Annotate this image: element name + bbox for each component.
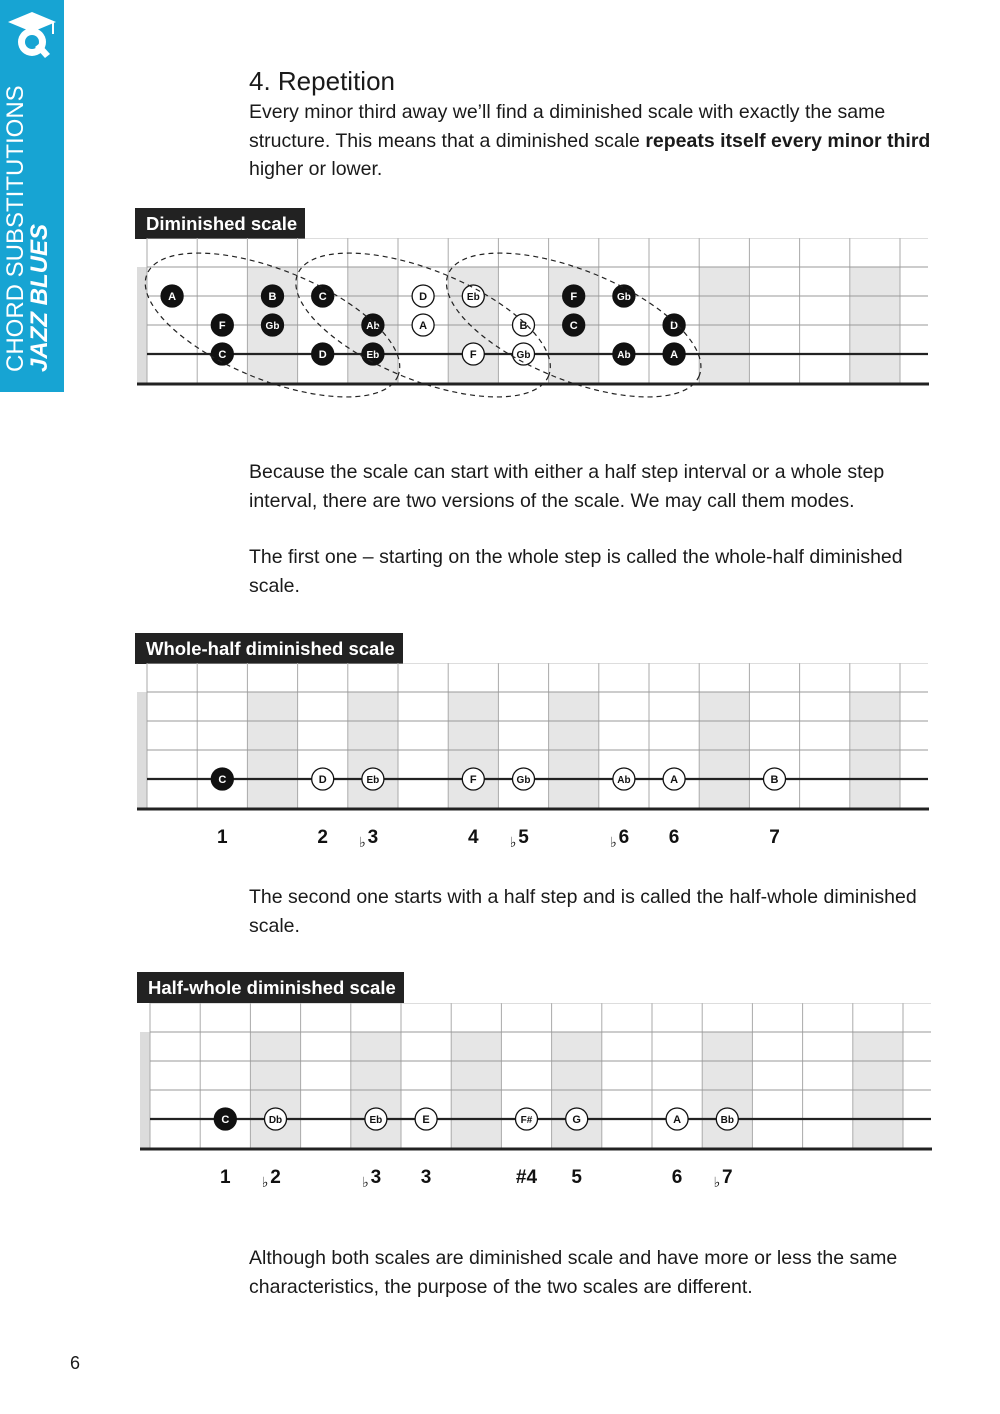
note-label: C [569,320,578,332]
note-dot [613,285,635,307]
note-dot [312,768,334,790]
scale-degree [510,827,529,851]
note-label: C [221,1114,230,1126]
note-label: E [422,1114,430,1126]
note-dot [412,314,434,336]
note-label: Ab [617,350,631,361]
scale-degree [468,827,479,848]
note-label: D [318,349,327,361]
intro-paragraph [249,98,939,184]
flat-sign: ♭ [359,835,366,851]
intro-text-end: higher or lower. [249,158,383,180]
scale-degree [262,1167,281,1191]
note-label: Eb [466,292,480,303]
diminished-scale-label: Diminished scale [135,208,305,239]
scale-degree [571,1167,582,1188]
scale-degree-label: #4 [515,1167,538,1188]
intro-text-start: Every minor third away we’ll find a diminished scale with exactly the same structure. This means that a diminished scale [249,101,886,152]
note-label: D [419,291,428,303]
note-dot [663,314,685,336]
note-label: Bb [720,1115,734,1126]
scale-degree-label: 1 [220,1167,231,1188]
closing-paragraph: Although both scales are diminished scale and have more or less the same characteristics, the purpose of the two scales are different. [249,1247,898,1298]
scale-degree [769,827,780,848]
note-label: A [673,1114,682,1126]
note-dot [262,285,284,307]
graduation-cap-q-logo-icon [6,10,58,60]
half-whole-paragraph: The second one starts with a half step and is called the half-whole diminished scale. [249,886,917,937]
scale-degree [317,827,328,848]
page-number: 6 [70,1353,81,1373]
whole-half-fretboard [0,663,945,853]
note-label: A [168,291,177,303]
scale-degree-label: 1 [217,827,228,848]
flat-sign: ♭ [509,835,517,851]
note-label: A [670,774,679,786]
scale-degree [359,827,378,851]
note-label: F [469,774,477,786]
whole-half-paragraph: The first one – starting on the whole step is called the whole-half diminished scale. [249,546,903,597]
note-dot [513,768,535,790]
note-label: Eb [366,775,380,786]
note-dot [666,1108,688,1130]
half-whole-scale-label: Half-whole diminished scale [137,972,404,1003]
scale-degree-label: 4 [468,827,479,848]
scale-degree-label: 6 [671,1167,683,1188]
note-dot [214,1108,236,1130]
note-dot [516,1108,538,1130]
note-label: Gb [616,292,631,303]
flat-sign: ♭ [610,835,617,851]
scale-degree-label: 3 [367,827,379,848]
note-label: B [268,291,277,303]
note-dot [362,314,384,336]
note-dot [663,768,685,790]
note-label: B [770,774,779,786]
note-dot [365,1108,387,1130]
scale-degree-label: 2 [270,1167,281,1188]
note-label: G [572,1114,581,1126]
note-dot [312,343,334,365]
scale-degree-label: 6 [668,827,680,848]
diminished-scale-fretboard [0,238,945,408]
flat-sign: ♭ [713,1175,721,1191]
scale-degree [516,1167,538,1188]
note-label: A [419,320,428,332]
note-label: C [318,291,327,303]
note-label: Eb [369,1115,383,1126]
scale-degree-label: 3 [420,1167,432,1188]
note-dot [764,768,786,790]
note-label: F [469,349,477,361]
note-label: Gb [516,775,531,786]
note-dot [362,768,384,790]
scale-degree-label: 7 [769,827,780,848]
note-dot [161,285,183,307]
note-label: Ab [366,321,380,332]
note-dot [211,314,233,336]
note-dot [563,314,585,336]
sidebar-title-line1: CHORD SUBSTITUTIONS [2,85,29,372]
note-dot [462,285,484,307]
scale-degree [672,1167,683,1188]
scale-degree [714,1167,733,1191]
note-label: F [570,291,578,303]
note-label: Eb [366,350,380,361]
note-dot [613,343,635,365]
note-dot [663,343,685,365]
note-dot [262,314,284,336]
note-label: Gb [516,350,531,361]
scale-degree-label: 7 [722,1167,733,1188]
flat-sign: ♭ [362,1175,369,1191]
half-whole-fretboard [0,1003,945,1198]
note-dot [566,1108,588,1130]
scale-degree [220,1167,231,1188]
note-label: D [670,320,679,332]
note-dot [211,768,233,790]
whole-half-scale-label: Whole-half diminished scale [135,633,403,664]
scale-degree [669,827,680,848]
note-dot [513,314,535,336]
note-label: C [218,349,227,361]
modes-paragraph: Because the scale can start with either a half step interval or a whole step interval, there are two versions of the scale. We may call them modes. [249,461,885,512]
section-heading: 4. Repetition [249,66,395,96]
scale-degree [217,827,228,848]
scale-degree-label: 5 [518,827,529,848]
note-label: Ab [617,775,631,786]
scale-degree [362,1167,381,1191]
note-dot [265,1108,287,1130]
note-dot [613,768,635,790]
note-dot [563,285,585,307]
note-label: A [670,349,679,361]
note-label: D [318,774,327,786]
intro-text-bold: repeats itself every minor third [645,129,931,152]
sidebar-title-line2: JAZZ BLUES [26,223,53,372]
note-dot [412,285,434,307]
note-label: F# [520,1115,533,1126]
scale-degree-label: 5 [571,1167,582,1188]
note-dot [462,768,484,790]
note-dot [415,1108,437,1130]
scale-degree [610,827,629,851]
nut [137,692,147,809]
note-label: C [218,774,227,786]
scale-degree-label: 6 [618,827,630,848]
scale-degree [421,1167,432,1188]
note-label: Gb [265,321,280,332]
note-label: F [218,320,226,332]
scale-degree-label: 2 [317,827,328,848]
note-dot [716,1108,738,1130]
scale-degree-label: 3 [370,1167,382,1188]
flat-sign: ♭ [261,1175,269,1191]
note-label: Db [268,1115,283,1126]
note-label: B [519,320,528,332]
note-dot [312,285,334,307]
note-dot [462,343,484,365]
nut [140,1032,150,1149]
